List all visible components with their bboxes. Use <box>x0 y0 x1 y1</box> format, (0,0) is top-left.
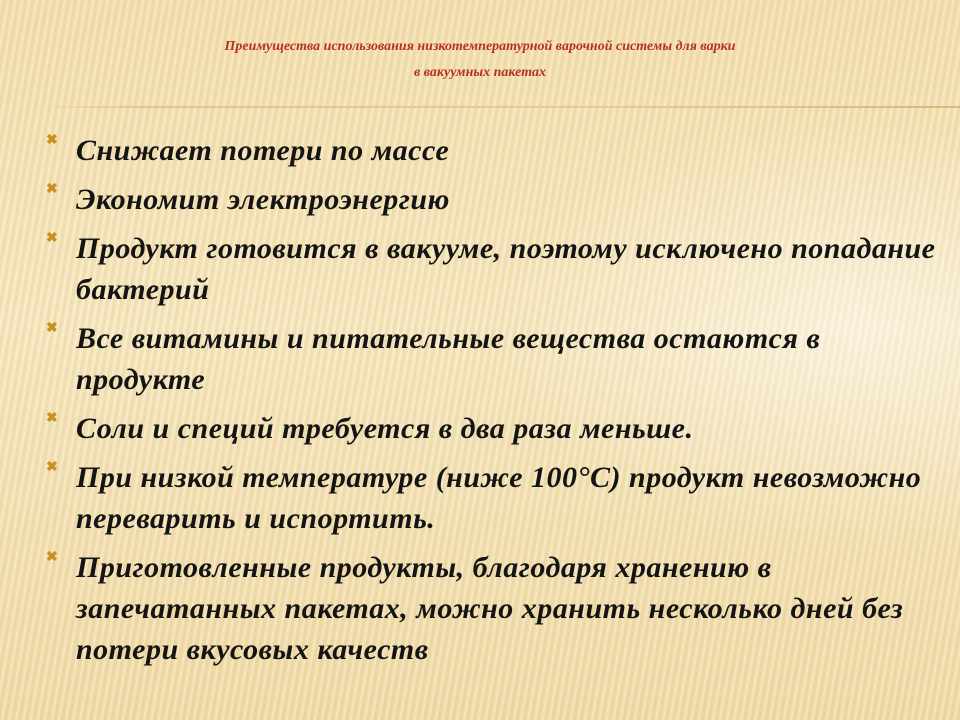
bullet-text: Экономит электроэнергию <box>76 183 450 216</box>
bullet-item <box>46 318 936 400</box>
bullet-text: Все витамины и питательные вещества остаются в продукте <box>76 322 821 396</box>
x-star-bullet-icon: ✖ <box>46 321 59 336</box>
bullet-item <box>46 457 936 539</box>
slide-title <box>60 34 900 86</box>
bullet-list <box>46 130 936 678</box>
x-star-bullet-icon: ✖ <box>46 460 59 475</box>
bullet-text: Соли и специй требуется в два раза меньше. <box>76 412 694 445</box>
title-line-2: в вакуумных пакетах <box>413 65 547 80</box>
bullet-item <box>46 408 936 449</box>
x-star-bullet-icon: ✖ <box>46 133 59 148</box>
bullet-text: Приготовленные продукты, благодаря хранению в запечатанных пакетах, можно хранить несколько дней без потери вкусовых качеств <box>76 551 904 666</box>
bullet-text: Продукт готовится в вакууме, поэтому исключено попадание бактерий <box>76 232 936 306</box>
bullet-text: Снижает потери по массе <box>76 134 450 167</box>
bullet-item <box>46 179 936 220</box>
x-star-bullet-icon: ✖ <box>46 550 59 565</box>
title-line-1: Преимущества использования низкотемпературной варочной системы для варки <box>224 39 736 54</box>
bullet-text: При низкой температуре (ниже 100°С) продукт невозможно переварить и испортить. <box>76 461 922 535</box>
bullet-item <box>46 547 936 670</box>
title-divider <box>55 106 960 108</box>
bullet-item <box>46 228 936 310</box>
x-star-bullet-icon: ✖ <box>46 231 59 246</box>
bullet-item <box>46 130 936 171</box>
x-star-bullet-icon: ✖ <box>46 411 59 426</box>
x-star-bullet-icon: ✖ <box>46 182 59 197</box>
